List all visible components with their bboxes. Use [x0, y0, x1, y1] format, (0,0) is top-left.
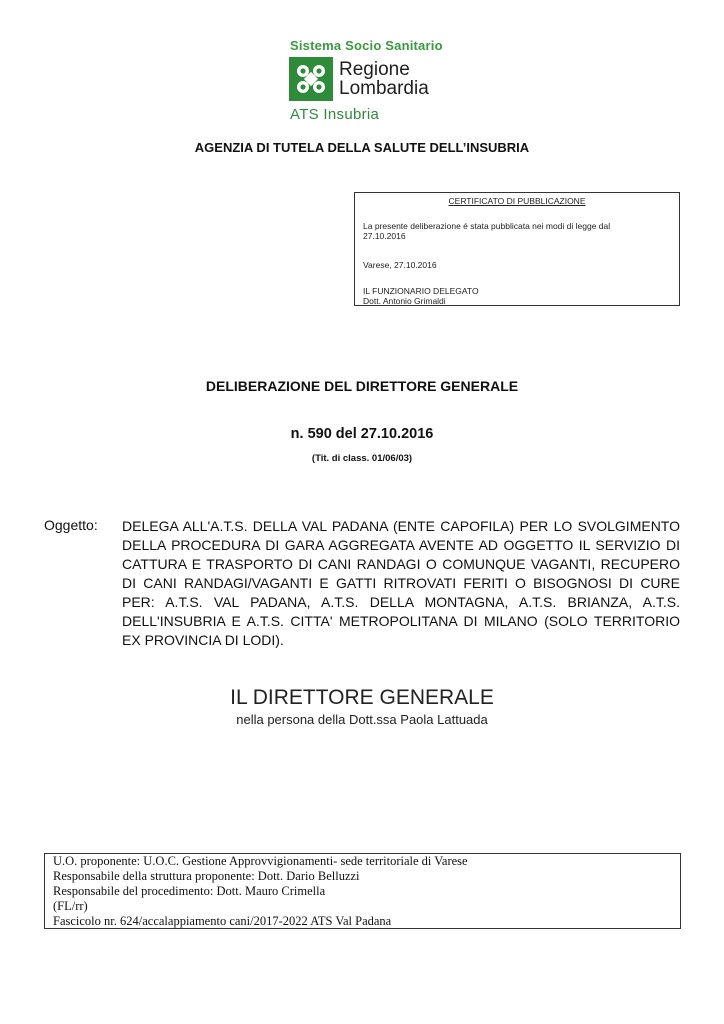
- info-line: (FL/rr): [53, 899, 88, 913]
- info-line: Responsabile della struttura proponente: Dott. Dario Belluzzi: [53, 869, 360, 883]
- responsibility-info-box: [44, 853, 681, 929]
- info-line: Fascicolo nr. 624/accalappiamento cani/2017-2022 ATS Val Padana: [53, 914, 392, 928]
- subject-label: Oggetto:: [44, 517, 98, 533]
- agency-heading: AGENZIA DI TUTELA DELLA SALUTE DELL’INSUBRIA: [194, 140, 530, 155]
- logo-name-line1: Regione: [339, 59, 410, 80]
- publication-certificate-box: [354, 192, 680, 306]
- logo-top-line: Sistema Socio Sanitario: [290, 38, 443, 53]
- logo-sub-line: ATS Insubria: [290, 106, 380, 123]
- certificate-role: IL FUNZIONARIO DELEGATO: [363, 286, 479, 296]
- director-person: nella persona della Dott.ssa Paola Lattuada: [236, 712, 488, 727]
- subject-text: DELEGA ALL'A.T.S. DELLA VAL PADANA (ENTE CAPOFILA) PER LO SVOLGIMENTO DELLA PROCEDURA DI GARA AGGREGATA AVENTE AD OGGETTO IL SERVIZIO DI CATTURA E TRASPORTO DI CANI RANDAGI O COMUNQUE VAGANTI, RECUPERO DI CANI RANDAGI/VAGANTI E GATTI RITROVATI FERITI O BISOGNOSI DI CURE PER: A.T.S. VAL PADANA, A.T.S. DELLA MONTAGNA, A.T.S. BRIANZA, A.T.S. DELL'INSUBRIA E A.T.S. CITTA' METROPOLITANA DI MILANO (SOLO TERRITORIO EX PROVINCIA DI LODI).: [122, 518, 680, 648]
- certificate-official: Dott. Antonio Grimaldi: [363, 296, 446, 306]
- document-title: DELIBERAZIONE DEL DIRETTORE GENERALE: [205, 378, 519, 394]
- info-line: Responsabile del procedimento: Dott. Mauro Crimella: [53, 884, 326, 898]
- classification: (Tit. di class. 01/06/03): [311, 453, 413, 464]
- info-line: U.O. proponente: U.O.C. Gestione Approvvigionamenti- sede territoriale di Varese: [53, 854, 468, 868]
- logo-name-line2: Lombardia: [339, 78, 429, 99]
- certificate-place-date: Varese, 27.10.2016: [363, 260, 437, 270]
- regione-lombardia-logo-icon: [289, 57, 333, 101]
- deliberation-number: n. 590 del 27.10.2016: [290, 426, 434, 442]
- certificate-title: CERTIFICATO DI PUBBLICAZIONE: [448, 196, 586, 206]
- director-title: IL DIRETTORE GENERALE: [230, 686, 494, 709]
- certificate-body: La presente deliberazione é stata pubblicata nei modi di legge dal 27.10.2016: [363, 221, 611, 241]
